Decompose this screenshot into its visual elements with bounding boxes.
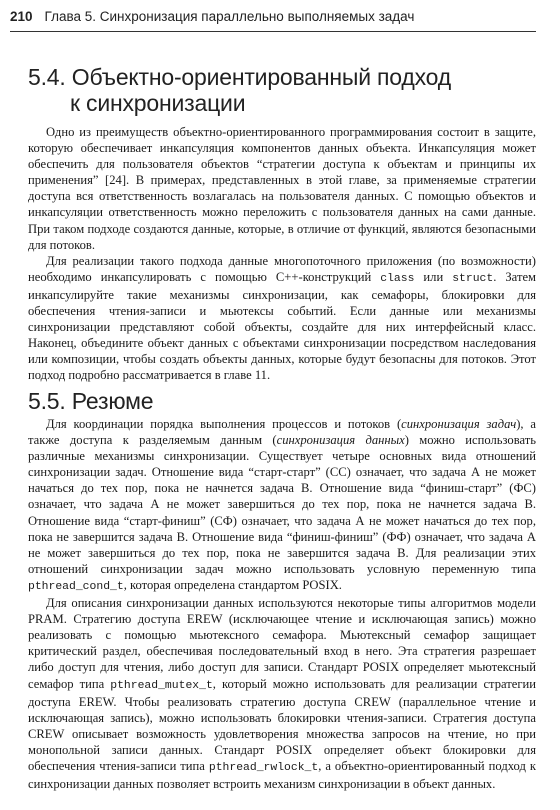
emphasis-term: синхронизация задач [401, 417, 517, 431]
code-pthread-rwlock: pthread_rwlock_t [208, 761, 319, 774]
text-run: . Затем инкапсулируйте такие механизмы синхронизации, как семафоры, блокировки для обеспечения чтения-записи и мьютексы событий. Если данные или механизмы синхронизации представляют собой объекты, создайте для них интерфейсный класс. Наконец, объедините объект данных с объектами синхронизации посредством наследования или композиции, чтобы создать объекты данных, которые будут безопасны для потоков. Этот подход подробно рассматривается в главе 11. [28, 269, 537, 383]
text-run: Для реализации такого подхода данные многопоточного приложения (по возможности) необходимо инкапсулировать с помощью C++-конструкций [28, 253, 536, 284]
text-run: , который можно использовать для реализации стратегии доступа EREW. Чтобы реализовать стратегию доступа CREW (параллельное чтение и исключающая запись), можно использовать блокировки чтения-записи. Стратегия доступа CREW описывает возможность удовлетворения множества запросов на чтение, но при монопольной записи данных. Стандарт POSIX определяет объект блокировки для обеспечения чтения-записи типа [28, 676, 536, 773]
emphasis-term: синхронизация данных [276, 433, 405, 448]
section-5-4-body [28, 124, 536, 384]
page-number: 210 [10, 9, 33, 24]
running-header [10, 9, 536, 24]
paragraph: Одно из преимуществ объектно-ориентированного программирования состоит в защите, которую обеспечивает инкапсуляция компонентов данных объекта. Инкапсуляция может обеспечить для пользователя объектов “стратегии доступа к объектам и принципы их применения” [24]. В примерах, представленных в этой главе, за применяемые стратегии доступа вся ответственность возлагалась на пользователя данных. С помощью объектов и инкапсуляции ответственность можно переложить с пользователя данных на сами данные. При таком подходе создаются данные, которые, в отличие от функций, являются безопасными для потоков. [28, 125, 536, 252]
section-heading-5-5: 5.5. Резюме [28, 388, 154, 414]
section-5-5-body [28, 416, 536, 792]
code-pthread-cond: pthread_cond_t [28, 580, 124, 593]
text-run: или [414, 269, 453, 284]
text-run: , а объектно-ориентированный подход к синхронизации данных позволяет встроить механизм синхронизации в объект данных. [28, 758, 536, 792]
text-run: Для координации порядка выполнения процессов и потоков ( [46, 417, 402, 431]
code-pthread-mutex: pthread_mutex_t [110, 679, 213, 692]
paragraph [28, 595, 536, 792]
text-run: ), а также доступа к разделяемым данным ( [28, 417, 536, 448]
code-struct: struct [452, 272, 494, 285]
chapter-title: Глава 5. Синхронизация параллельно выполняемых задач [44, 9, 415, 24]
section-heading-5-4 [28, 64, 451, 116]
heading-line-1: 5.4. Объектно-ориентированный подход [28, 64, 451, 90]
header-rule [10, 31, 536, 32]
heading-line-2: к синхронизации [70, 90, 246, 116]
text-run: Для описания синхронизации данных используются некоторые типы алгоритмов модели PRAM. Стратегию доступа EREW (исключающее чтение и исключающая запись) можно реализовать с помощью мьютексного семафора. Мьютексный семафор защищает критический раздел, обеспечивая последовательный вход в него. Эта стратегия разрешает либо доступ для чтения, либо доступ для записи. Стандарт POSIX определяет мьютексный семафор типа [28, 596, 536, 691]
paragraph [28, 416, 536, 595]
text-run: ) можно использовать различные механизмы синхронизации. Существует четыре основных вида отношений синхронизации задач. Отношение вида “старт-старт” (СС) означает, что задача А не может начаться до тех пор, пока не начнется задача В. Отношение вида “финиш-старт” (ФС) означает, что задача А не может завершиться до тех пор, пока не начнется задача В. Отношение вида “старт-финиш” (СФ) означает, что задача А не может начаться до тех пор, пока не завершится задача В. Отношение вида “финиш-финиш” (ФФ) означает, что задача А не может завершиться до тех пор, пока не завершится задача В. Для реализации этих отношений синхронизации задач можно использовать условную переменную типа [28, 433, 536, 576]
code-class: class [380, 272, 415, 285]
paragraph [28, 253, 536, 384]
text-run: , которая определена стандартом POSIX. [123, 577, 342, 592]
